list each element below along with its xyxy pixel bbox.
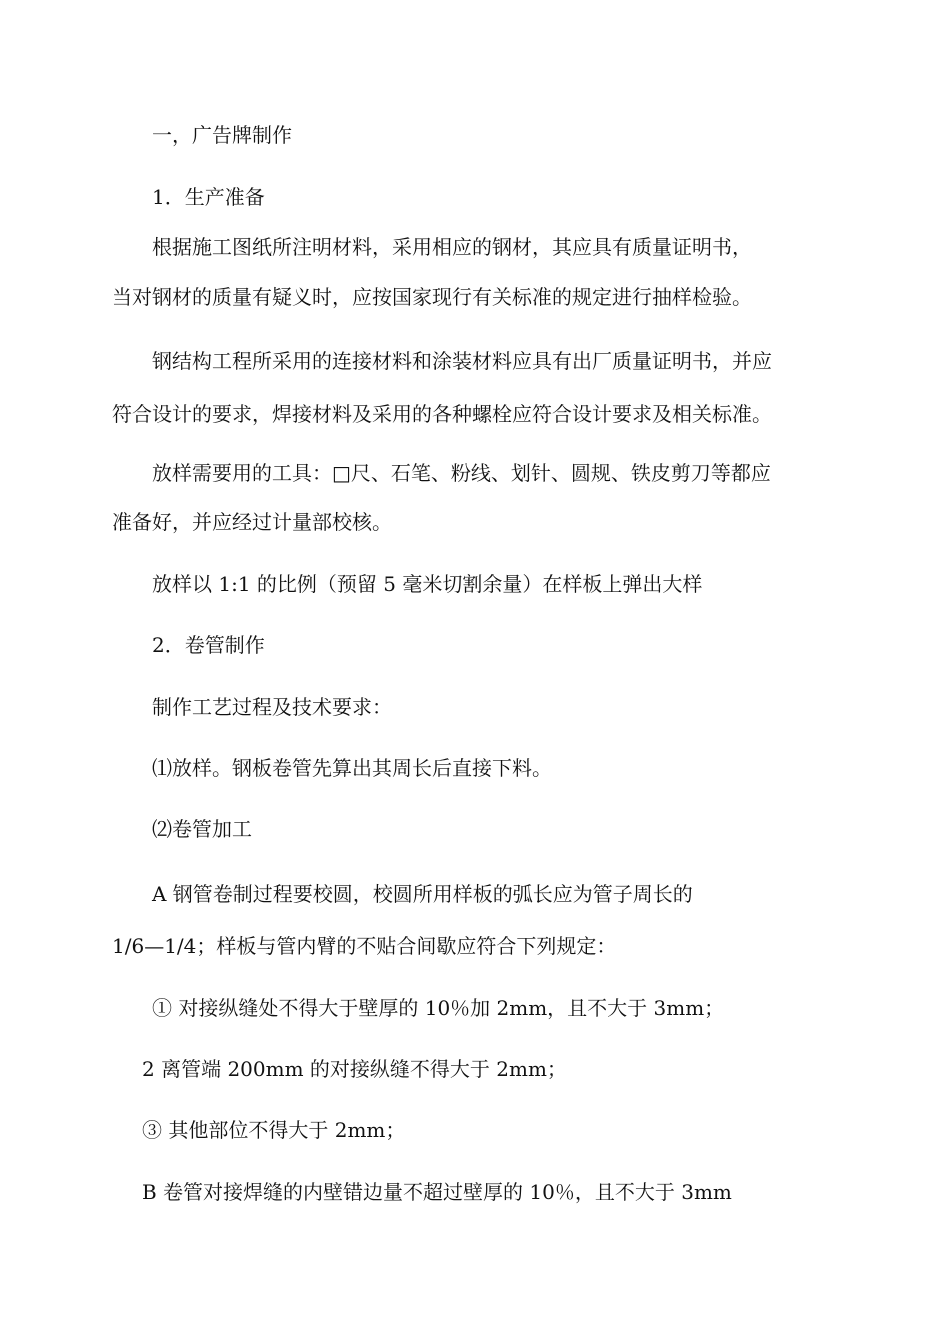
paragraph-line: 当对钢材的质量有疑义时，应按国家现行有关标准的规定进行抽样检验。 (112, 285, 752, 309)
list-item: ③ 其他部位不得大于 2mm； (142, 1118, 406, 1142)
paragraph-line: 制作工艺过程及技术要求： (152, 695, 392, 719)
paragraph-line: 放样以 1:1 的比例（预留 5 毫米切割余量）在样板上弹出大样 (152, 572, 703, 596)
paragraph-line: 准备好，并应经过计量部校核。 (112, 510, 392, 534)
paragraph-line: 放样需要用的工具：□尺、石笔、粉线、划针、圆规、铁皮剪刀等都应 (152, 461, 771, 485)
section-heading: 一，广告牌制作 (152, 123, 292, 147)
paragraph-line: 根据施工图纸所注明材料，采用相应的钢材，其应具有质量证明书， (152, 235, 752, 259)
list-item: ⑵卷管加工 (152, 817, 252, 841)
list-item: ⑴放样。钢板卷管先算出其周长后直接下料。 (152, 756, 552, 780)
paragraph-line: 钢结构工程所采用的连接材料和涂装材料应具有出厂质量证明书，并应 (152, 349, 772, 373)
list-item: ① 对接纵缝处不得大于壁厚的 10％加 2mm，且不大于 3mm； (152, 996, 725, 1020)
subsection-heading: 1．生产准备 (152, 185, 265, 209)
paragraph-line: 符合设计的要求，焊接材料及采用的各种螺栓应符合设计要求及相关标准。 (112, 402, 772, 426)
paragraph-line: A 钢管卷制过程要校圆，校圆所用样板的弧长应为管子周长的 (152, 882, 693, 906)
paragraph-line: 1/6—1/4；样板与管内臂的不贴合间歇应符合下列规定： (112, 934, 617, 958)
list-item: 2 离管端 200mm 的对接纵缝不得大于 2mm； (142, 1057, 567, 1081)
subsection-heading: 2．卷管制作 (152, 633, 265, 657)
paragraph-line: B 卷管对接焊缝的内壁错边量不超过壁厚的 10％，且不大于 3mm (142, 1180, 732, 1204)
